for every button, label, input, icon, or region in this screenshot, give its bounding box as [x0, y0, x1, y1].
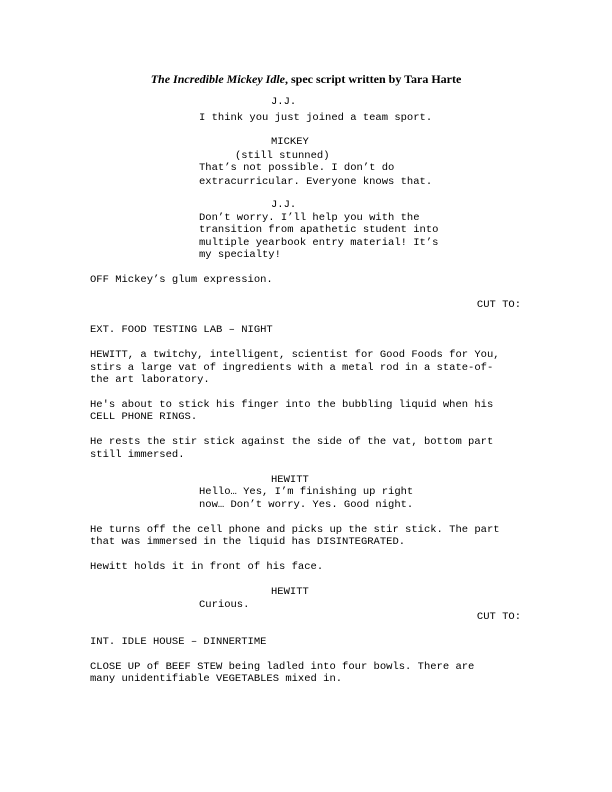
action-line: He's about to stick his finger into the bubbling liquid when his	[90, 399, 494, 411]
page-header	[0, 72, 612, 86]
action-line: stirs a large vat of ingredients with a metal rod in a state-of-	[90, 362, 494, 374]
script-title: The Incredible Mickey Idle	[150, 72, 285, 86]
dialogue-line: Curious.	[199, 599, 250, 611]
dialogue-line: now… Don’t worry. Yes. Good night.	[199, 499, 414, 511]
dialogue-line: extracurricular. Everyone knows that.	[199, 176, 433, 188]
dialogue-line: Hello… Yes, I’m finishing up right	[199, 486, 414, 498]
action-line: the art laboratory.	[90, 374, 210, 386]
character-cue-mickey: MICKEY	[271, 136, 309, 148]
dialogue-line: Don’t worry. I’ll help you with the	[199, 212, 420, 224]
transition-cut-to: CUT TO:	[476, 299, 521, 311]
dialogue-line: That’s not possible. I don’t do	[199, 162, 395, 174]
action-line: CELL PHONE RINGS.	[90, 411, 198, 423]
dialogue-line: multiple yearbook entry material! It’s	[199, 237, 439, 249]
action-line: He turns off the cell phone and picks up the stir stick. The part	[90, 524, 500, 536]
character-cue-hewitt: HEWITT	[271, 474, 309, 486]
transition-cut-to: CUT TO:	[476, 611, 521, 623]
character-cue-hewitt: HEWITT	[271, 586, 309, 598]
action-line: HEWITT, a twitchy, intelligent, scientist for Good Foods for You,	[90, 349, 500, 361]
script-byline: , spec script written by Tara Harte	[285, 72, 462, 86]
action-line: that was immersed in the liquid has DISINTEGRATED.	[90, 536, 406, 548]
action-line: still immersed.	[90, 449, 185, 461]
character-cue-jj: J.J.	[271, 199, 297, 211]
action-line: many unidentifiable VEGETABLES mixed in.	[90, 673, 343, 685]
dialogue-line: my specialty!	[199, 249, 281, 261]
scene-heading: EXT. FOOD TESTING LAB – NIGHT	[90, 324, 273, 336]
action-line: Hewitt holds it in front of his face.	[90, 561, 324, 573]
scene-heading: INT. IDLE HOUSE – DINNERTIME	[90, 636, 267, 648]
action-line: CLOSE UP of BEEF STEW being ladled into four bowls. There are	[90, 661, 475, 673]
action-line: OFF Mickey’s glum expression.	[90, 274, 273, 286]
dialogue-line: I think you just joined a team sport.	[199, 112, 433, 124]
dialogue-line: transition from apathetic student into	[199, 224, 439, 236]
action-line: He rests the stir stick against the side of the vat, bottom part	[90, 436, 494, 448]
character-cue-jj: J.J.	[271, 96, 297, 108]
parenthetical: (still stunned)	[235, 150, 330, 162]
